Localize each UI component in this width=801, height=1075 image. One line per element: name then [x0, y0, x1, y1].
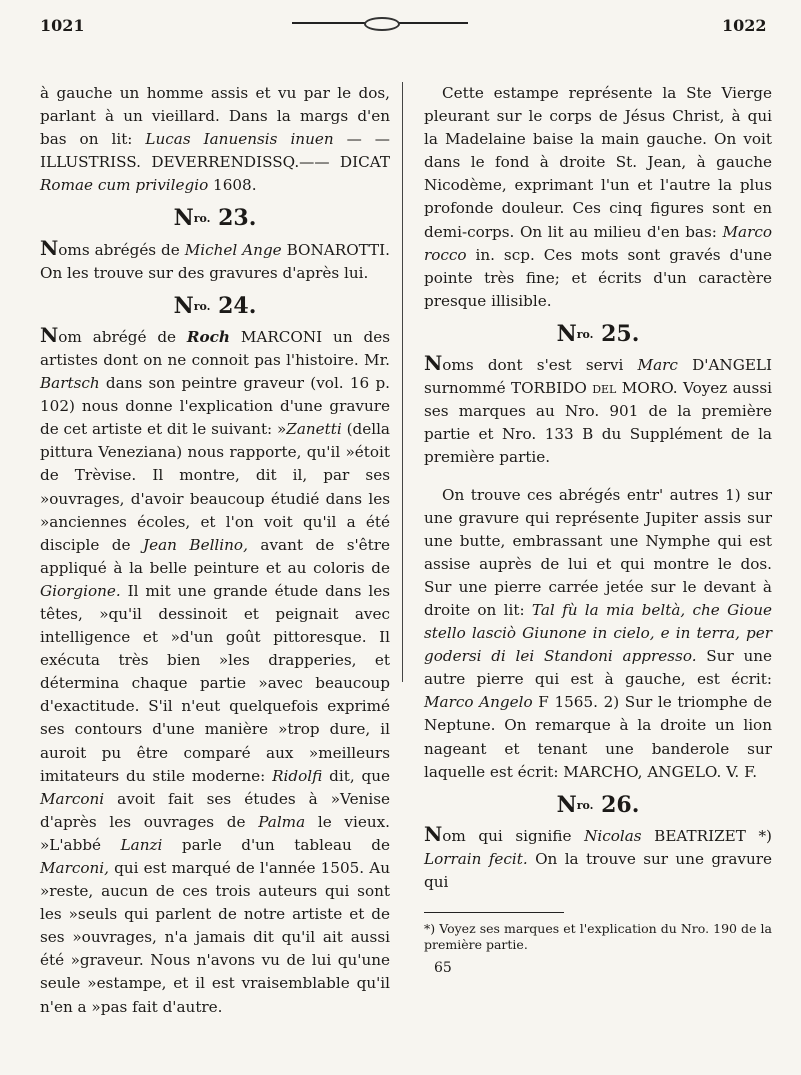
footnote: *) Voyez ses marques et l'explication du Nro. 190 de la première partie. [424, 921, 772, 953]
footnote-rule [424, 912, 564, 913]
signature-mark: 65 [434, 960, 452, 977]
right-column [424, 82, 772, 980]
left-column [40, 82, 390, 1019]
right-paragraph-intro: Cette estampe représente la Ste Vierge pleurant sur le corps de Jésus Christ, à qui la Madelaine baise la main gauche. On voit dans le fond à droite St. Jean, à gauche Nicodème, exprimant l'un et l'autre la plus profonde douleur. Ces cinq figures sont en demi-corps. On lit au milieu d'en bas: Marco rocco in. scp. Ces mots sont gravés d'une pointe très fine; et écrits d'un caractère presque illisible. [424, 84, 772, 310]
header-ornament [292, 22, 468, 28]
column-rule [402, 82, 403, 682]
entry-heading-26: $N^{ro.}$ 26. [556, 791, 640, 818]
entry-23-text: Noms abrégés de Michel Ange BONAROTTI. On les trouve sur des gravures d'après lui. [40, 235, 391, 282]
left-paragraph-intro: à gauche un homme assis et vu par le dos, parlant à un vieillard. Dans la margs d'en bas on lit: Lucas Ianuensis inuen — — ILLUSTRISS. DEVERRENDISSQ.—— DICAT Romae cum privilegio 1608. [40, 84, 390, 195]
page-number-left: 1021 [40, 16, 85, 35]
entry-heading-24: $N^{ro.}$ 24. [173, 292, 257, 319]
page-number-right: 1022 [722, 16, 767, 35]
entry-26-text: Nom qui signifie Nicolas BEATRIZET *) Lorrain fecit. On la trouve sur une gravure qui [424, 821, 772, 891]
entry-24-text: Nom abrégé de Roch MARCONI un des artistes dont on ne connoit pas l'histoire. Mr. Bartsch dans son peintre graveur (vol. 16 p. 102) nous donne l'explication d'une gravure de cet artiste et dit le suivant: »Zanetti (della pittura Veneziana) nous rapporte, qu'il »étoit de Trèvise. Il montre, dit il, par ses »ouvrages, d'avoir beaucoup étudié dans les »anciennes écoles, et l'on voit qu'il a été disciple de Jean Bellino, avant de s'être appliqué à la belle peinture et au coloris de Giorgione. Il mit une grande étude dans les têtes, »qu'il dessinoit et peignait avec intelligence et »d'un goût pittoresque. Il exécuta très bien »les drapperies, et détermina chaque partie »avec beaucoup d'exactitude. S'il n'eut quelquefois exprimé ses contours d'une manière »trop dure, il auroit pu être comparé aux »meilleurs imitateurs du stile moderne: Ridolfi dit, que Marconi avoit fait ses études à »Venise d'après les ouvrages de Palma le vieux. »L'abbé Lanzi parle d'un tableau de Marconi, qui est marqué de l'année 1505. Au »reste, aucun de ces trois auteurs qui sont les »seuls qui parlent de notre artiste et de ses »ouvrages, n'a jamais dit qu'il ait aussi été »graveur. Nous n'avons vu de lui qu'une seule »estampe, et il est vraisemblable qu'il n'en a »pas fait d'autre. [40, 322, 391, 1016]
entry-heading-23: $N^{ro.}$ 23. [173, 205, 257, 232]
entry-25-text: Noms dont s'est servi Marc D'ANGELI surnommé TORBIDO del MORO. Voyez aussi ses marques au Nro. 901 de la première partie et Nro. 133 B du Supplément de la première partie. [424, 351, 773, 467]
entry-25-continued: On trouve ces abrégés entr' autres 1) sur une gravure qui représente Jupiter assis sur une butte, embrassant une Nymphe qui est assise auprès de lui et qui montre le dos. Sur une pierre carrée jetée sur le devant à droite on lit: Tal fù la mia beltà, che Gioue stello lasciò Giunone in cielo, e in terra, per godersi di lei Standoni appresso. Sur une autre pierre qui est à gauche, est écrit: Marco Angelo F 1565. 2) Sur le triomphe de Neptune. On remarque à la droite un lion nageant et tenant une banderole sur laquelle est écrit: MARCHO, ANGELO. V. F. [424, 485, 773, 781]
entry-heading-25: $N^{ro.}$ 25. [556, 320, 640, 347]
spacer [424, 470, 772, 484]
